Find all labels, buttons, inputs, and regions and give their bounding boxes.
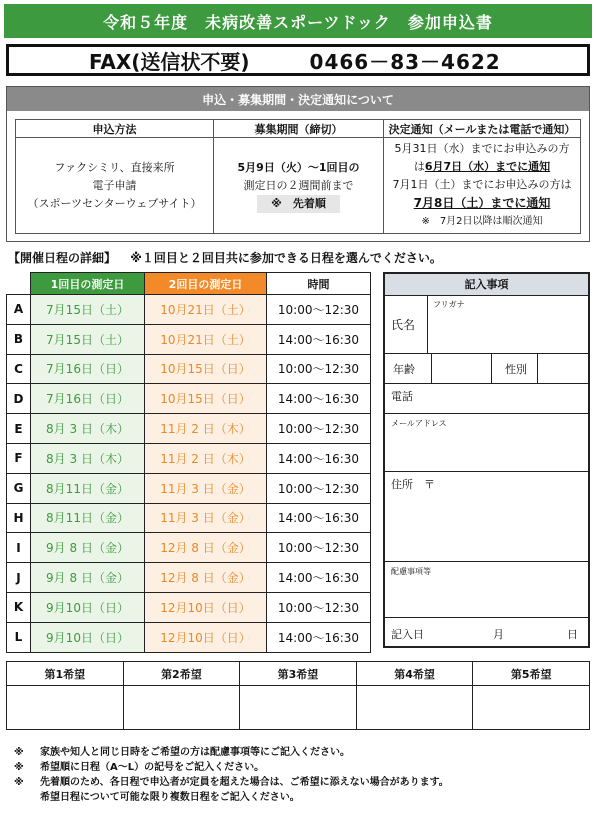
footnote: ※ 先着順のため、各日程で申込者が定員を超えた場合は、ご希望に添えない場合があります。 bbox=[14, 777, 449, 788]
furigana-label: フリガナ bbox=[433, 300, 465, 309]
notes-label: 配慮事項等 bbox=[391, 567, 431, 576]
fax-box bbox=[6, 44, 590, 76]
name-row[interactable] bbox=[385, 296, 588, 354]
schedule-id: C bbox=[7, 354, 31, 384]
form-title: 令和５年度 未病改善スポーツドック 参加申込書 bbox=[4, 4, 592, 38]
schedule-id: D bbox=[7, 384, 31, 414]
application-period-section bbox=[6, 86, 590, 242]
schedule-row bbox=[7, 622, 371, 652]
second-date-cell: 11月 2 日（木） bbox=[145, 443, 267, 473]
time-cell: 10:00～12:30 bbox=[267, 592, 371, 622]
wish-4-header: 第4希望 bbox=[356, 662, 473, 686]
schedule-row bbox=[7, 473, 371, 503]
wish-3-field[interactable] bbox=[240, 686, 357, 730]
wish-1-field[interactable] bbox=[7, 686, 124, 730]
notes-row[interactable] bbox=[385, 562, 588, 618]
fax-number: 0466－83－4622 bbox=[309, 49, 501, 74]
notice-line bbox=[384, 158, 580, 176]
schedule-row bbox=[7, 503, 371, 533]
time-cell: 14:00～16:30 bbox=[267, 324, 371, 354]
wish-3-header: 第3希望 bbox=[240, 662, 357, 686]
first-date-cell: 9月 8 日（金） bbox=[31, 533, 145, 563]
entry-form bbox=[383, 272, 590, 648]
email-label: メールアドレス bbox=[391, 419, 447, 428]
second-date-cell: 10月15日（日） bbox=[145, 384, 267, 414]
first-date-cell: 8月 3 日（木） bbox=[31, 443, 145, 473]
schedule-id: K bbox=[7, 592, 31, 622]
first-date-cell: 7月16日（日） bbox=[31, 384, 145, 414]
first-date-cell: 9月 8 日（金） bbox=[31, 563, 145, 593]
schedule-row bbox=[7, 533, 371, 563]
time-cell: 10:00～12:30 bbox=[267, 414, 371, 444]
second-date-cell: 12月10日（日） bbox=[145, 592, 267, 622]
footnotes bbox=[14, 745, 449, 805]
col-deadline: 募集期間（締切） bbox=[214, 120, 384, 138]
second-date-cell: 10月21日（土） bbox=[145, 295, 267, 325]
schedule-id: I bbox=[7, 533, 31, 563]
sex-label: 性別 bbox=[505, 363, 527, 376]
schedule-id: H bbox=[7, 503, 31, 533]
first-date-cell: 7月16日（日） bbox=[31, 354, 145, 384]
second-date-cell: 10月15日（日） bbox=[145, 354, 267, 384]
wish-2-header: 第2希望 bbox=[123, 662, 240, 686]
notice-line bbox=[384, 194, 580, 213]
notice-line: 7月1日（土）までにお申込みの方は bbox=[392, 178, 572, 191]
first-date-cell: 8月11日（金） bbox=[31, 473, 145, 503]
col-method: 申込方法 bbox=[16, 120, 214, 138]
second-date-cell: 12月 8 日（金） bbox=[145, 533, 267, 563]
time-cell: 10:00～12:30 bbox=[267, 473, 371, 503]
second-date-header: 2回目の測定日 bbox=[145, 273, 267, 295]
wish-4-field[interactable] bbox=[356, 686, 473, 730]
schedule-id: L bbox=[7, 622, 31, 652]
first-date-cell: 9月10日（日） bbox=[31, 622, 145, 652]
schedule-title-row bbox=[8, 249, 442, 266]
schedule-id: A bbox=[7, 295, 31, 325]
deadline-line: ※ 先着順 bbox=[257, 195, 340, 213]
time-cell: 14:00～16:30 bbox=[267, 563, 371, 593]
schedule-id: J bbox=[7, 563, 31, 593]
second-date-cell: 10月21日（土） bbox=[145, 324, 267, 354]
first-date-cell: 9月10日（日） bbox=[31, 592, 145, 622]
deadline-line: 5月9日（火）～1回目の bbox=[237, 160, 360, 174]
blank-header bbox=[7, 273, 31, 295]
date-row[interactable] bbox=[385, 618, 588, 648]
email-row[interactable] bbox=[385, 414, 588, 472]
first-date-header: 1回目の測定日 bbox=[31, 273, 145, 295]
wishes-table bbox=[6, 661, 590, 730]
second-date-cell: 11月 3 日（金） bbox=[145, 473, 267, 503]
wish-2-field[interactable] bbox=[123, 686, 240, 730]
schedule-row bbox=[7, 414, 371, 444]
first-date-cell: 8月 3 日（木） bbox=[31, 414, 145, 444]
wish-1-header: 第1希望 bbox=[7, 662, 124, 686]
footnote-text: 家族や知人と同じ日時をご希望の方は配慮事項等にご記入ください。 bbox=[40, 747, 350, 758]
footnote-text: 希望日程について可能な限り複数日程をご記入ください。 bbox=[40, 792, 300, 803]
first-date-cell: 7月15日（土） bbox=[31, 324, 145, 354]
method-line: （スポーツセンターウェブサイト） bbox=[27, 196, 202, 210]
name-divider bbox=[427, 296, 428, 353]
wish-5-field[interactable] bbox=[473, 686, 590, 730]
schedule-row bbox=[7, 592, 371, 622]
time-cell: 14:00～16:30 bbox=[267, 622, 371, 652]
time-header: 時間 bbox=[267, 273, 371, 295]
date-label: 記入日 bbox=[391, 628, 424, 641]
second-date-cell: 11月 2 日（木） bbox=[145, 414, 267, 444]
period-table bbox=[15, 119, 581, 234]
schedule-id: E bbox=[7, 414, 31, 444]
notice-cell bbox=[384, 138, 581, 234]
fax-label: FAX(送信状不要) bbox=[89, 49, 250, 74]
time-cell: 14:00～16:30 bbox=[267, 384, 371, 414]
time-cell: 14:00～16:30 bbox=[267, 443, 371, 473]
schedule-title: 【開催日程の詳細】 bbox=[8, 251, 117, 265]
entry-heading: 記入事項 bbox=[385, 274, 588, 296]
first-date-cell: 7月15日（土） bbox=[31, 295, 145, 325]
second-date-cell: 12月 8 日（金） bbox=[145, 563, 267, 593]
sex-divider bbox=[491, 354, 492, 383]
time-cell: 14:00～16:30 bbox=[267, 503, 371, 533]
time-cell: 10:00～12:30 bbox=[267, 354, 371, 384]
schedule-id: F bbox=[7, 443, 31, 473]
footnote-text: 希望順に日程（A～L）の記号をご記入ください。 bbox=[40, 762, 265, 773]
schedule-row bbox=[7, 384, 371, 414]
second-date-cell: 12月10日（日） bbox=[145, 622, 267, 652]
schedule-row bbox=[7, 354, 371, 384]
name-label: 氏名 bbox=[391, 318, 416, 332]
schedule-id: G bbox=[7, 473, 31, 503]
day-label: 日 bbox=[567, 628, 578, 641]
footnote bbox=[14, 790, 449, 805]
footnote-text: 先着順のため、各日程で申込者が定員を超えた場合は、ご希望に添えない場合があります。 bbox=[40, 777, 449, 788]
second-date-cell: 11月 3 日（金） bbox=[145, 503, 267, 533]
notice-date-2: 7月8日（土）までに通知 bbox=[413, 196, 551, 210]
notice-line: ※ 7月2日以降は順次通知 bbox=[421, 216, 543, 227]
footnote: ※ 希望順に日程（A～L）の記号をご記入ください。 bbox=[14, 762, 265, 773]
schedule-row bbox=[7, 443, 371, 473]
period-heading: 申込・募集期間・決定通知について bbox=[7, 87, 589, 111]
schedule-row bbox=[7, 295, 371, 325]
schedule-id: B bbox=[7, 324, 31, 354]
schedule-row bbox=[7, 324, 371, 354]
method-line: ファクシミリ、直接来所 bbox=[54, 160, 175, 174]
first-date-cell: 8月11日（金） bbox=[31, 503, 145, 533]
method-cell bbox=[16, 138, 214, 234]
deadline-line: 測定日の２週間前まで bbox=[243, 178, 354, 192]
sex-value-divider bbox=[537, 354, 538, 383]
time-cell: 10:00～12:30 bbox=[267, 533, 371, 563]
time-cell: 10:00～12:30 bbox=[267, 295, 371, 325]
address-label: 住所 〒 bbox=[391, 478, 435, 491]
deadline-cell bbox=[214, 138, 384, 234]
notice-date-1: 6月7日（水）までに通知 bbox=[424, 160, 551, 173]
age-sex-row[interactable] bbox=[385, 354, 588, 384]
col-notice: 決定通知（メールまたは電話で通知） bbox=[384, 120, 581, 138]
age-divider bbox=[431, 354, 432, 383]
address-row[interactable] bbox=[385, 472, 588, 562]
schedule-note: ※１回目と２回目共に参加できる日程を選んでください。 bbox=[130, 251, 442, 265]
footnote: ※ 家族や知人と同じ日時をご希望の方は配慮事項等にご記入ください。 bbox=[14, 747, 350, 758]
schedule-row bbox=[7, 563, 371, 593]
phone-row[interactable] bbox=[385, 384, 588, 414]
age-label: 年齢 bbox=[393, 363, 415, 376]
phone-label: 電話 bbox=[391, 390, 413, 403]
notice-prefix: は bbox=[413, 160, 425, 173]
method-line: 電子申請 bbox=[92, 178, 137, 192]
wish-5-header: 第5希望 bbox=[473, 662, 590, 686]
notice-line: 5月31日（水）までにお申込みの方 bbox=[394, 142, 570, 155]
month-label: 月 bbox=[493, 628, 504, 641]
schedule-table bbox=[6, 272, 371, 653]
